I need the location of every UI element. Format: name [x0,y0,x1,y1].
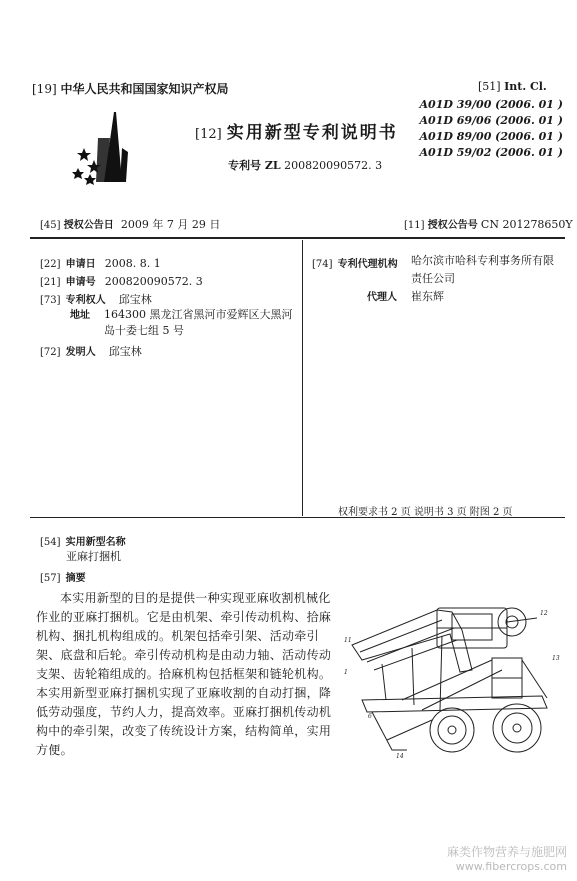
address-line-1: 164300 黑龙江省黑河市爱辉区大黑河 [104,308,293,321]
figure-label-1: 1 [344,669,348,676]
utility-model-title-heading [40,530,126,549]
inventor-code: [72] [40,347,61,358]
ipc-class-3: A01D 89/00 (2006. 01 ) [419,130,563,143]
address-line-2: 岛十委七组 5 号 [104,324,184,337]
grant-date-code: [45] [40,220,61,231]
filing-date-value: 2008. 8. 1 [104,257,161,270]
ipc-label: Int. Cl. [504,80,547,93]
page-counts: 权利要求书 2 页 说明书 3 页 附图 2 页 [338,507,513,518]
abstract-heading [40,566,86,585]
patent-number-label: 专利号 ZL [228,159,281,172]
patentee-value: 邱宝林 [118,293,152,306]
grant-number-value: CN 201278650Y [480,218,573,231]
application-number-field [40,270,203,289]
patentee-field [40,288,152,307]
agency-code: [74] [312,259,333,270]
top-divider [30,237,565,239]
watermark-line-2: www.fibercrops.com [455,860,567,873]
filing-date-label: 申请日 [65,259,96,270]
office-header [32,80,228,97]
grant-number [404,216,573,231]
agency-line-1: 哈尔滨市哈科专利事务所有限 [411,254,554,267]
ipc-code: [51] [478,80,501,93]
column-divider [302,240,303,516]
grant-date-value: 2009 年 7 月 29 日 [120,218,221,231]
figure-label-13: 13 [552,655,560,662]
abstract-code: [57] [40,573,61,584]
grant-number-code: [11] [404,220,425,231]
agent-value: 崔东辉 [411,290,444,303]
figure-label-11: 11 [344,637,352,644]
patent-number-line [228,157,382,173]
office-name: 中华人民共和国国家知识产权局 [60,82,229,96]
site-watermark [447,843,567,873]
address-label: 地址 [70,310,90,321]
figure-label-14: 14 [396,753,404,760]
title-label: 实用新型名称 [65,537,126,548]
grant-date-label: 授权公告日 [63,220,114,231]
abstract-text: 本实用新型的目的是提供一种实现亚麻收割机械化作业的亚麻打捆机。它是由机架、牵引传动机构、拾麻机构、捆扎机构组成的。机架包括牵引架、活动牵引架、底盘和后轮。牵引传动机构是由动力轴、活动传动支架、齿轮箱组成的。拾麻机构包括框架和链轮机构。本实用新型亚麻打捆机实现了亚麻收割的自动打捆，降低劳动强度，节约人力，提高效率。亚麻打捆机传动机构中的牵引架，改变了传统设计方案，结构简单，实用方便。 [36,591,332,757]
agency-label: 专利代理机构 [337,259,398,270]
doc-type-code: [12] [195,127,222,142]
figure-label-6: 6 [368,713,372,720]
doc-type-line [195,118,398,143]
patentee-code: [73] [40,295,61,306]
watermark-line-1: 麻类作物营养与施肥网 [446,845,567,859]
filing-date-field [40,252,161,271]
abstract-label: 摘要 [65,573,86,584]
title-code: [54] [40,537,61,548]
application-number-value: 200820090572. 3 [104,275,203,288]
ipc-class-2: A01D 69/06 (2006. 01 ) [419,114,563,127]
sipo-emblem-icon [70,108,154,188]
utility-model-title: 亚麻打捆机 [66,550,121,563]
application-number-code: [21] [40,277,61,288]
baler-machine-drawing [342,600,567,780]
agency-line-2: 责任公司 [411,272,455,285]
agent-label: 代理人 [367,292,397,303]
inventor-field [40,340,142,359]
application-number-label: 申请号 [65,277,96,288]
filing-date-code: [22] [40,259,61,270]
grant-number-label: 授权公告号 [427,220,478,231]
doc-type-title: 实用新型专利说明书 [226,123,398,143]
figure-label-12: 12 [540,610,548,617]
inventor-value: 邱宝林 [108,345,142,358]
agency-field [312,252,398,271]
office-code: [19] [32,82,57,96]
ipc-heading [478,80,547,93]
ipc-class-1: A01D 39/00 (2006. 01 ) [419,98,563,111]
patentee-label: 专利权人 [65,295,106,306]
inventor-label: 发明人 [65,347,96,358]
grant-date [40,216,220,232]
ipc-class-4: A01D 59/02 (2006. 01 ) [419,146,563,159]
patent-number: 200820090572. 3 [284,159,383,172]
